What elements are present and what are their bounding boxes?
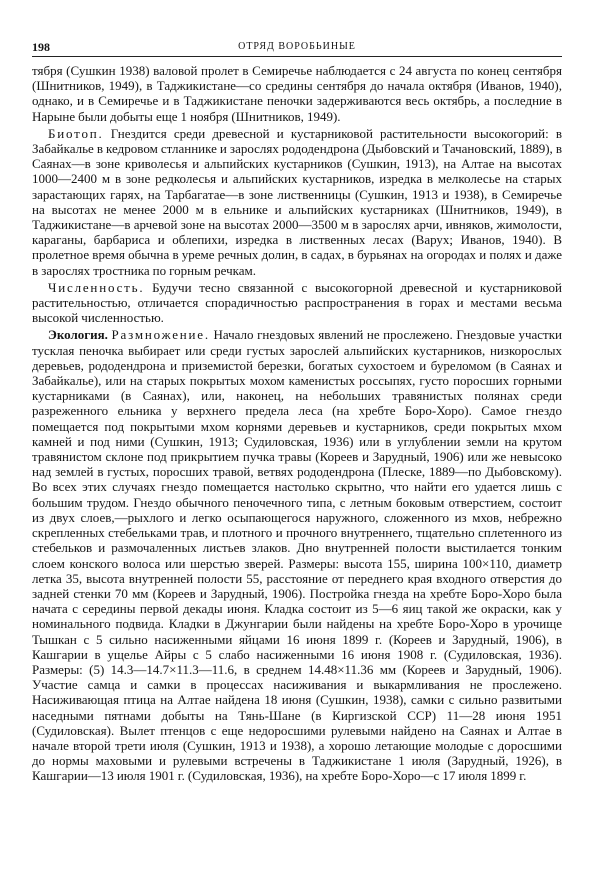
paragraph-text: Будучи тесно связанной с высокогорной древесной и кустарниковой растительностью, отличается спорадичностью распространения в горах и местами весьма высокой численностью. bbox=[32, 279, 562, 326]
running-title: ОТРЯД ВОРОБЬИНЫЕ bbox=[238, 41, 356, 52]
section-lead-abundance: Численность. bbox=[48, 279, 145, 295]
paragraph-migration bbox=[32, 63, 562, 124]
body-text bbox=[32, 63, 562, 784]
book-page bbox=[32, 40, 562, 784]
paragraph-text: тября (Сушкин 1938) валовой пролет в Семиречье наблюдается с 24 августа по конец сентября (Шнитников, 1949), в Таджикистане—со средины сентября до начала октября (Иванов, 1940), однако, и в Семиречье и в Таджикистане пеночки задерживаются весь октябрь, а последние в Нарыне были добыты еще 1 ноября (Шнитников, 1949). bbox=[32, 63, 562, 124]
page-number: 198 bbox=[32, 40, 50, 54]
paragraph-text: Начало гнездовых явлений не прослежено. Гнездовые участки тусклая пеночка выбирает или среди густых зарослей альпийских кустарников, низкорослых деревьев, рододендрона и приземистой березки, богатых сухостоем и буреломом (в Саянах и Забайкалье), или на старых покрытых мохом каменистых россыпях, густо поросших горными кустарниками (в Саянах), или, наконец, на небольших травянистых полянах среди разреженного ельника у верхнего предела леса (на хребте Боро-Хоро). Самое гнездо помещается под покрытыми мхом корнями деревьев и кустарников, среди покрытых мхом камней и под ними (Сушкин, 1913; Судиловская, 1936) или в углублении земли на крутом травянистом склоне под прикрытием пучка травы (Кореев и Зарудный, 1906) или же невысоко над землей в густых, поросших травой, ветвях рододендрона (Плеске, 1889—по Дыбовскому). Во всех этих случаях гнездо помещается настолько скрытно, что найти его удается лишь с большим трудом. Гнездо обычного пеночечного типа, с летным боковым отверстием, состоит из двух слоев,—рыхлого и легко осыпающегося наружного, сложенного из мхов, небрежно скрепленных стебельками трав, и плотного и прочного внутреннего, тщательно сплетенного из стебельков и размочаленных листьев злаков. Дно внутренней полости выстилается тонким слоем конского волоса или шерстью зверей. Размеры: высота 155, ширина 100×110, диаметр летка 35, высота внутренней полости 55, расстояние от переднего края входного отверстия до задней стенки 70 мм (Кореев и Зарудный, 1906). Постройка гнезда на хребте Боро-Хоро была начата с середины первой декады июня. Кладка состоит из 5—6 яиц такой же окраски, как у номинального подвида. Кладки в Джунгарии были найдены на хребте Боро-Хоро в урочище Тышкан с 5 сильно насиженными яйцами 16 июня 1899 г. (Кореев и Зарудный, 1906), в Кашгарии в ущелье Айры с 5 слабо насиженными 16 июня 1908 г. (Судиловская, 1936). Размеры: (5) 14.3—14.7×11.3—11.6, в среднем 14.48×11.36 мм (Кореев и Зарудный, 1906). Участие самца и самки в процессах насиживания и выкармливания не прослежено. Насиживающая птица на Алтае найдена 18 июня (Сушкин, 1938), самки с сильно развитыми наседными пятнами добыты на Тянь-Шане (в Киргизской ССР) 11—28 июня 1951 (Судиловская). Вылет птенцов с еще недоросшими рулевыми найдено на Саянах и Алтае в начале второй трети июля (Сушкин, 1913 и 1938), а хорошо летающие молодые с доросшими до нормы маховыми и рулевыми встречены в Таджикистане 1 июля (Зарудный, 1926), в Кашгарии—13 июля 1901 г. (Судиловская, 1936), на хребте Боро-Хоро—с 17 июля 1899 г. bbox=[32, 327, 562, 784]
page-header bbox=[32, 40, 562, 57]
paragraph-biotope bbox=[32, 126, 562, 278]
section-heading-ecology: Экология. bbox=[48, 327, 108, 343]
paragraph-ecology bbox=[32, 327, 562, 783]
paragraph-text: Гнездится среди древесной и кустарниковой растительности высокогорий: в Забайкалье в кедровом стланнике и зарослях рододендрона (Дыбовский и Тачановский, 1889), в Саянах—в зоне криволесья и альпийских кустарников (Сушкин, 1913), на Алтае на высотах 1000—2400 м в зоне редколесья и альпийских кустарников, изредка в мелколесье на старых зарастающих гарях, на Тарбагатае—в зоне лиственницы (Сушкин, 1913 и 1938), в Семиречье на высотах не менее 2000 м в ельнике и альпийских кустарниках (Шнитников, 1949), в Таджикистане—в арчевой зоне на высотах 2000—3500 м в зарослях арчи, ивняков, жимолости, караганы, барбариса и облепихи, изредка в лиственных лесах (Варух; Иванов, 1940). В пролетное время обычна в уреме речных долин, в садах, в бурьянах на огородах и полях и даже в зарослях тростника по горным речкам. bbox=[32, 125, 562, 278]
paragraph-abundance bbox=[32, 280, 562, 326]
section-lead-biotope: Биотоп. bbox=[48, 125, 104, 141]
section-lead-breeding: Размножение. bbox=[111, 327, 210, 343]
